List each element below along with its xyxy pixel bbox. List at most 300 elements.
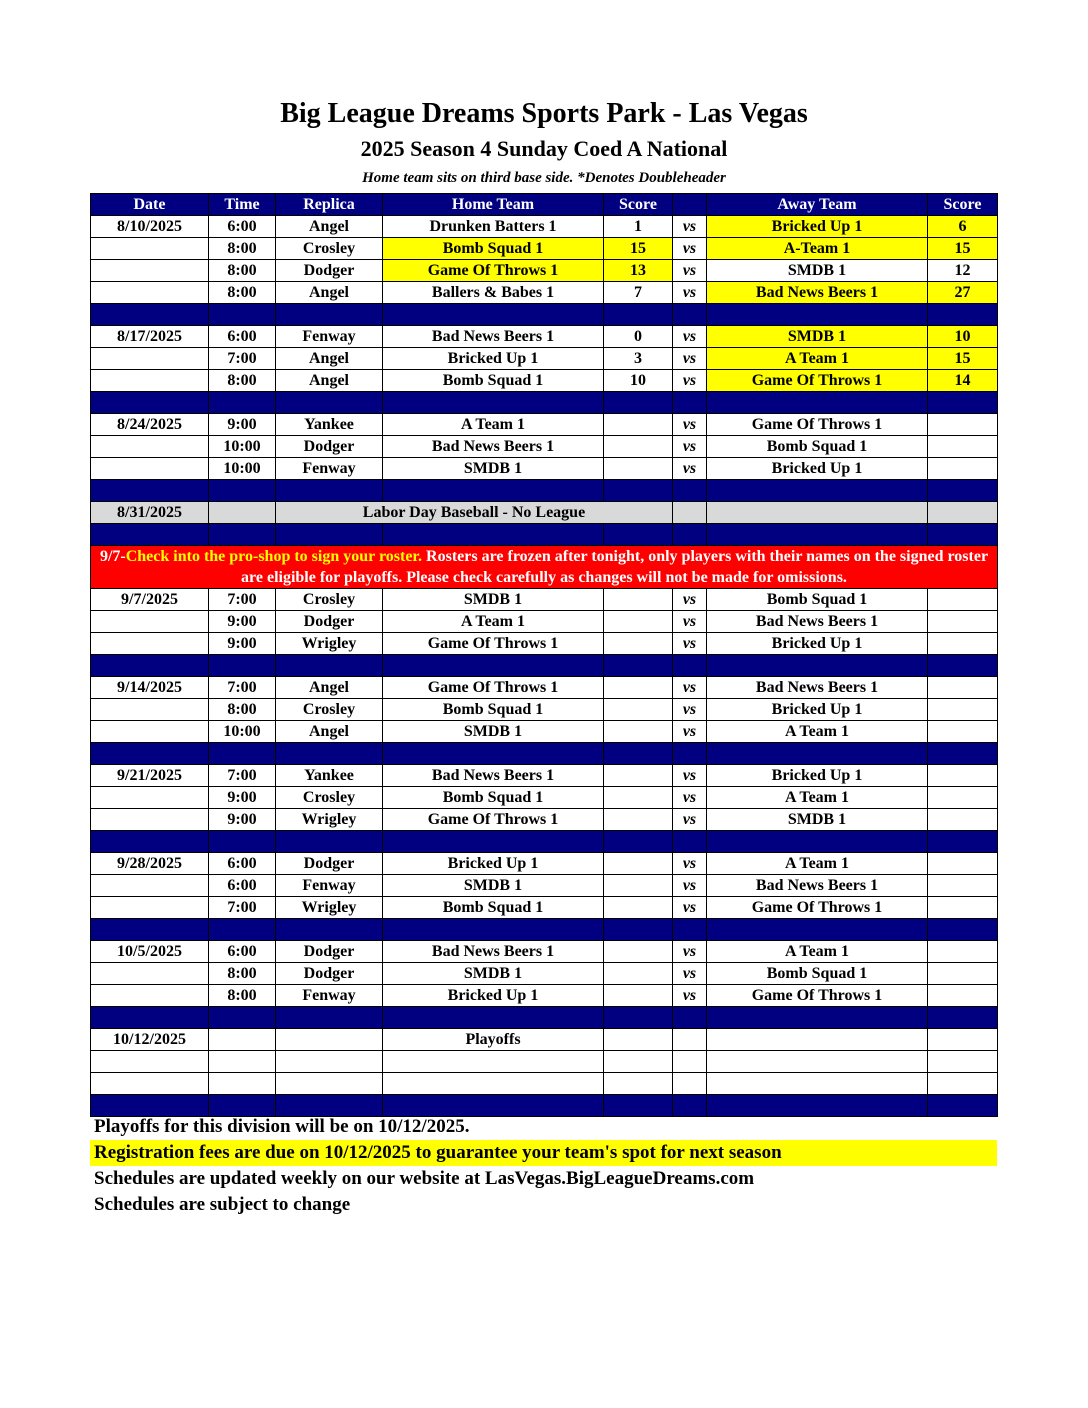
- replica-cell: Angel: [276, 282, 383, 304]
- home-score-cell: 3: [604, 348, 673, 370]
- col-header-time: Time: [209, 194, 276, 216]
- separator-cell: [604, 919, 673, 941]
- time-cell: 9:00: [209, 414, 276, 436]
- home-score-cell: [604, 414, 673, 436]
- home-score-cell: [604, 941, 673, 963]
- away-score-cell: [928, 611, 998, 633]
- time-cell: 9:00: [209, 809, 276, 831]
- separator-cell: [928, 392, 998, 414]
- footer-playoffs: Playoffs for this division will be on 10/12/2025.: [94, 1116, 470, 1137]
- away-score-cell: [928, 1029, 998, 1051]
- separator-cell: [276, 655, 383, 677]
- vs-cell: vs: [673, 282, 707, 304]
- separator-cell: [91, 743, 209, 765]
- replica-cell: Angel: [276, 370, 383, 392]
- time-cell: [209, 1029, 276, 1051]
- home-score-cell: [604, 985, 673, 1007]
- game-row: [91, 677, 998, 699]
- separator-cell: [604, 743, 673, 765]
- replica-cell: Yankee: [276, 765, 383, 787]
- vs-cell: vs: [673, 699, 707, 721]
- away-score-cell: [928, 765, 998, 787]
- game-row: [91, 853, 998, 875]
- time-cell: 7:00: [209, 677, 276, 699]
- home-score-cell: [604, 809, 673, 831]
- home-team-cell: SMDB 1: [383, 875, 604, 897]
- schedule-body: [91, 216, 998, 1117]
- separator-row: [91, 480, 998, 502]
- away-team-cell: A Team 1: [707, 721, 928, 743]
- home-team-cell: Game Of Throws 1: [383, 260, 604, 282]
- game-row: [91, 282, 998, 304]
- time-cell: 6:00: [209, 875, 276, 897]
- time-cell: 10:00: [209, 458, 276, 480]
- notice-prefix: 9/7-: [99, 548, 126, 565]
- separator-cell: [928, 743, 998, 765]
- away-score-cell: [928, 721, 998, 743]
- away-score-cell: [928, 853, 998, 875]
- separator-row: [91, 655, 998, 677]
- separator-cell: [673, 480, 707, 502]
- separator-cell: [91, 304, 209, 326]
- separator-cell: [276, 1007, 383, 1029]
- home-score-cell: 10: [604, 370, 673, 392]
- away-score-cell: [928, 809, 998, 831]
- vs-cell: vs: [673, 589, 707, 611]
- game-row: [91, 370, 998, 392]
- time-cell: 6:00: [209, 853, 276, 875]
- blank-cell: [604, 1073, 673, 1095]
- time-cell: 10:00: [209, 436, 276, 458]
- holiday-text-cell: Labor Day Baseball - No League: [276, 502, 673, 524]
- date-cell: [91, 787, 209, 809]
- separator-cell: [673, 524, 707, 546]
- game-row: [91, 436, 998, 458]
- game-row: [91, 238, 998, 260]
- away-team-cell: Bricked Up 1: [707, 765, 928, 787]
- vs-cell: vs: [673, 260, 707, 282]
- blank-cell: [604, 1051, 673, 1073]
- col-header-vs: [673, 194, 707, 216]
- vs-cell: vs: [673, 963, 707, 985]
- separator-cell: [604, 480, 673, 502]
- separator-cell: [604, 655, 673, 677]
- separator-cell: [604, 392, 673, 414]
- home-team-cell: SMDB 1: [383, 589, 604, 611]
- separator-cell: [707, 743, 928, 765]
- away-team-cell: A Team 1: [707, 941, 928, 963]
- home-score-cell: [604, 436, 673, 458]
- replica-cell: Dodger: [276, 963, 383, 985]
- away-team-cell: [707, 502, 928, 524]
- separator-cell: [673, 831, 707, 853]
- blank-cell: [673, 1073, 707, 1095]
- vs-cell: vs: [673, 458, 707, 480]
- home-score-cell: 7: [604, 282, 673, 304]
- away-score-cell: 6: [928, 216, 998, 238]
- separator-cell: [383, 919, 604, 941]
- game-row: [91, 348, 998, 370]
- vs-cell: [673, 1029, 707, 1051]
- separator-cell: [673, 655, 707, 677]
- home-score-cell: [604, 765, 673, 787]
- blank-cell: [383, 1051, 604, 1073]
- time-cell: 6:00: [209, 941, 276, 963]
- time-cell: 7:00: [209, 348, 276, 370]
- away-team-cell: Bricked Up 1: [707, 216, 928, 238]
- replica-cell: Angel: [276, 348, 383, 370]
- col-header-replica: Replica: [276, 194, 383, 216]
- home-score-cell: [604, 963, 673, 985]
- holiday-row: [91, 502, 998, 524]
- separator-cell: [928, 304, 998, 326]
- game-row: [91, 633, 998, 655]
- separator-cell: [673, 304, 707, 326]
- time-cell: 7:00: [209, 765, 276, 787]
- separator-cell: [383, 480, 604, 502]
- replica-cell: Crosley: [276, 589, 383, 611]
- roster-notice-row: [91, 546, 998, 589]
- away-team-cell: Bomb Squad 1: [707, 589, 928, 611]
- separator-cell: [209, 1007, 276, 1029]
- home-team-cell: Drunken Batters 1: [383, 216, 604, 238]
- home-team-cell: Bomb Squad 1: [383, 238, 604, 260]
- separator-cell: [209, 480, 276, 502]
- away-score-cell: [928, 699, 998, 721]
- date-cell: 9/21/2025: [91, 765, 209, 787]
- blank-cell: [91, 1073, 209, 1095]
- home-score-cell: [604, 897, 673, 919]
- col-header-home-score: Score: [604, 194, 673, 216]
- date-cell: [91, 985, 209, 1007]
- date-cell: 8/10/2025: [91, 216, 209, 238]
- away-team-cell: A Team 1: [707, 348, 928, 370]
- home-score-cell: [604, 633, 673, 655]
- vs-cell: vs: [673, 809, 707, 831]
- separator-cell: [707, 480, 928, 502]
- date-cell: [91, 721, 209, 743]
- vs-cell: vs: [673, 348, 707, 370]
- home-score-cell: [604, 853, 673, 875]
- away-team-cell: Bad News Beers 1: [707, 875, 928, 897]
- blank-cell: [928, 1051, 998, 1073]
- game-row: [91, 963, 998, 985]
- time-cell: 8:00: [209, 699, 276, 721]
- replica-cell: Angel: [276, 721, 383, 743]
- date-cell: [91, 436, 209, 458]
- replica-cell: Dodger: [276, 611, 383, 633]
- footer-registration: Registration fees are due on 10/12/2025 to guarantee your team's spot for next season: [90, 1140, 997, 1166]
- home-team-cell: SMDB 1: [383, 458, 604, 480]
- away-team-cell: Game Of Throws 1: [707, 414, 928, 436]
- blank-cell: [707, 1051, 928, 1073]
- away-score-cell: [928, 875, 998, 897]
- away-score-cell: 10: [928, 326, 998, 348]
- blank-cell: [91, 1051, 209, 1073]
- home-team-cell: Bomb Squad 1: [383, 897, 604, 919]
- home-team-cell: Bomb Squad 1: [383, 787, 604, 809]
- separator-cell: [276, 304, 383, 326]
- home-score-cell: [604, 699, 673, 721]
- vs-cell: vs: [673, 436, 707, 458]
- separator-cell: [276, 392, 383, 414]
- away-score-cell: [928, 502, 998, 524]
- time-cell: 8:00: [209, 370, 276, 392]
- date-cell: [91, 963, 209, 985]
- separator-row: [91, 1007, 998, 1029]
- separator-cell: [928, 831, 998, 853]
- separator-cell: [209, 524, 276, 546]
- home-score-cell: [604, 1029, 673, 1051]
- away-team-cell: [707, 1029, 928, 1051]
- away-score-cell: [928, 963, 998, 985]
- time-cell: 10:00: [209, 721, 276, 743]
- date-cell: 8/31/2025: [91, 502, 209, 524]
- separator-cell: [383, 524, 604, 546]
- separator-cell: [383, 1007, 604, 1029]
- home-score-cell: [604, 721, 673, 743]
- notice-highlight: Check into the pro-shop to sign your roster.: [125, 548, 423, 565]
- date-cell: 8/17/2025: [91, 326, 209, 348]
- date-cell: [91, 282, 209, 304]
- away-team-cell: Game Of Throws 1: [707, 370, 928, 392]
- replica-cell: Wrigley: [276, 809, 383, 831]
- separator-cell: [383, 655, 604, 677]
- home-score-cell: 0: [604, 326, 673, 348]
- separator-cell: [707, 304, 928, 326]
- time-cell: 9:00: [209, 787, 276, 809]
- vs-cell: vs: [673, 238, 707, 260]
- vs-cell: vs: [673, 721, 707, 743]
- away-score-cell: [928, 897, 998, 919]
- home-team-cell: Bomb Squad 1: [383, 699, 604, 721]
- away-score-cell: 27: [928, 282, 998, 304]
- separator-cell: [673, 392, 707, 414]
- date-cell: [91, 699, 209, 721]
- vs-cell: vs: [673, 985, 707, 1007]
- separator-cell: [383, 831, 604, 853]
- date-cell: [91, 633, 209, 655]
- date-cell: [91, 238, 209, 260]
- separator-cell: [209, 655, 276, 677]
- time-cell: 8:00: [209, 985, 276, 1007]
- date-cell: [91, 370, 209, 392]
- away-team-cell: SMDB 1: [707, 326, 928, 348]
- date-cell: [91, 348, 209, 370]
- separator-cell: [209, 304, 276, 326]
- away-team-cell: Game Of Throws 1: [707, 897, 928, 919]
- home-team-cell: Ballers & Babes 1: [383, 282, 604, 304]
- time-cell: 8:00: [209, 963, 276, 985]
- date-cell: [91, 260, 209, 282]
- separator-cell: [928, 480, 998, 502]
- away-score-cell: [928, 436, 998, 458]
- game-row: [91, 699, 998, 721]
- replica-cell: Angel: [276, 677, 383, 699]
- away-score-cell: 12: [928, 260, 998, 282]
- time-cell: 7:00: [209, 589, 276, 611]
- separator-row: [91, 743, 998, 765]
- vs-cell: vs: [673, 677, 707, 699]
- vs-cell: vs: [673, 326, 707, 348]
- separator-row: [91, 919, 998, 941]
- date-cell: [91, 875, 209, 897]
- col-header-home-team: Home Team: [383, 194, 604, 216]
- away-team-cell: A Team 1: [707, 787, 928, 809]
- notice-rest: Rosters are frozen after tonight, only players with their names on the signed roster are eligible for playoffs. Please check carefully as changes will not be made for omissions.: [241, 548, 989, 586]
- home-team-cell: Game Of Throws 1: [383, 809, 604, 831]
- home-team-cell: Bricked Up 1: [383, 853, 604, 875]
- game-row: [91, 611, 998, 633]
- time-cell: [209, 502, 276, 524]
- time-cell: 6:00: [209, 216, 276, 238]
- home-score-cell: [604, 875, 673, 897]
- col-header-away-score: Score: [928, 194, 998, 216]
- replica-cell: Crosley: [276, 787, 383, 809]
- separator-cell: [383, 743, 604, 765]
- time-cell: 6:00: [209, 326, 276, 348]
- home-team-cell: Bad News Beers 1: [383, 765, 604, 787]
- separator-cell: [928, 1007, 998, 1029]
- separator-cell: [91, 919, 209, 941]
- replica-cell: Wrigley: [276, 897, 383, 919]
- away-score-cell: 15: [928, 238, 998, 260]
- home-team-cell: A Team 1: [383, 414, 604, 436]
- separator-cell: [209, 392, 276, 414]
- home-team-cell: Bricked Up 1: [383, 348, 604, 370]
- separator-cell: [928, 919, 998, 941]
- separator-cell: [604, 524, 673, 546]
- separator-cell: [276, 919, 383, 941]
- replica-cell: Fenway: [276, 985, 383, 1007]
- home-score-cell: [604, 787, 673, 809]
- replica-cell: Fenway: [276, 458, 383, 480]
- vs-cell: vs: [673, 787, 707, 809]
- home-score-cell: 1: [604, 216, 673, 238]
- replica-cell: Crosley: [276, 238, 383, 260]
- home-team-cell: Bad News Beers 1: [383, 326, 604, 348]
- separator-row: [91, 304, 998, 326]
- separator-cell: [707, 831, 928, 853]
- time-cell: 9:00: [209, 633, 276, 655]
- replica-cell: Fenway: [276, 875, 383, 897]
- separator-cell: [707, 1007, 928, 1029]
- game-row: [91, 985, 998, 1007]
- game-row: [91, 721, 998, 743]
- separator-cell: [276, 524, 383, 546]
- replica-cell: Wrigley: [276, 633, 383, 655]
- blank-cell: [707, 1073, 928, 1095]
- away-score-cell: [928, 414, 998, 436]
- home-score-cell: 15: [604, 238, 673, 260]
- game-row: [91, 787, 998, 809]
- game-row: [91, 765, 998, 787]
- separator-cell: [673, 1007, 707, 1029]
- separator-cell: [673, 919, 707, 941]
- home-team-cell: Game Of Throws 1: [383, 633, 604, 655]
- blank-cell: [383, 1073, 604, 1095]
- replica-cell: Dodger: [276, 941, 383, 963]
- game-row: [91, 414, 998, 436]
- blank-cell: [673, 1051, 707, 1073]
- separator-row: [91, 524, 998, 546]
- home-team-note: Home team sits on third base side. *Denotes Doubleheader: [362, 170, 726, 186]
- date-cell: [91, 897, 209, 919]
- home-team-cell: Game Of Throws 1: [383, 677, 604, 699]
- separator-cell: [383, 392, 604, 414]
- separator-cell: [91, 831, 209, 853]
- game-row: [91, 589, 998, 611]
- date-cell: [91, 458, 209, 480]
- game-row: [91, 941, 998, 963]
- separator-cell: [928, 655, 998, 677]
- replica-cell: Fenway: [276, 326, 383, 348]
- away-score-cell: [928, 677, 998, 699]
- page-subtitle: 2025 Season 4 Sunday Coed A National: [360, 136, 728, 161]
- blank-cell: [276, 1051, 383, 1073]
- game-row: [91, 326, 998, 348]
- separator-cell: [604, 1007, 673, 1029]
- table-header-row: [91, 194, 998, 216]
- away-team-cell: Bomb Squad 1: [707, 436, 928, 458]
- playoffs-row: [91, 1029, 998, 1051]
- separator-row: [91, 831, 998, 853]
- roster-notice-cell: [91, 546, 998, 589]
- footer-change: Schedules are subject to change: [94, 1194, 351, 1215]
- replica-cell: Dodger: [276, 853, 383, 875]
- separator-cell: [707, 524, 928, 546]
- time-cell: 8:00: [209, 282, 276, 304]
- date-cell: 10/12/2025: [91, 1029, 209, 1051]
- home-score-cell: [604, 458, 673, 480]
- date-cell: [91, 809, 209, 831]
- away-score-cell: 14: [928, 370, 998, 392]
- separator-cell: [91, 480, 209, 502]
- home-score-cell: [604, 677, 673, 699]
- away-team-cell: Bad News Beers 1: [707, 611, 928, 633]
- away-team-cell: Bricked Up 1: [707, 699, 928, 721]
- home-team-cell: Bad News Beers 1: [383, 436, 604, 458]
- away-team-cell: A-Team 1: [707, 238, 928, 260]
- separator-cell: [91, 1007, 209, 1029]
- home-team-cell: Bad News Beers 1: [383, 941, 604, 963]
- date-cell: 9/7/2025: [91, 589, 209, 611]
- time-cell: 8:00: [209, 260, 276, 282]
- separator-cell: [209, 919, 276, 941]
- home-score-cell: [604, 611, 673, 633]
- replica-cell: Angel: [276, 216, 383, 238]
- vs-cell: [673, 502, 707, 524]
- away-team-cell: Bad News Beers 1: [707, 282, 928, 304]
- away-team-cell: Bomb Squad 1: [707, 963, 928, 985]
- separator-cell: [604, 304, 673, 326]
- date-cell: 9/28/2025: [91, 853, 209, 875]
- time-cell: 7:00: [209, 897, 276, 919]
- separator-cell: [707, 392, 928, 414]
- away-score-cell: 15: [928, 348, 998, 370]
- game-row: [91, 875, 998, 897]
- separator-cell: [209, 831, 276, 853]
- vs-cell: vs: [673, 941, 707, 963]
- home-team-cell: Bomb Squad 1: [383, 370, 604, 392]
- game-row: [91, 458, 998, 480]
- home-team-cell: SMDB 1: [383, 963, 604, 985]
- away-team-cell: Bad News Beers 1: [707, 677, 928, 699]
- away-score-cell: [928, 985, 998, 1007]
- blank-cell: [209, 1073, 276, 1095]
- replica-cell: Dodger: [276, 436, 383, 458]
- date-cell: [91, 611, 209, 633]
